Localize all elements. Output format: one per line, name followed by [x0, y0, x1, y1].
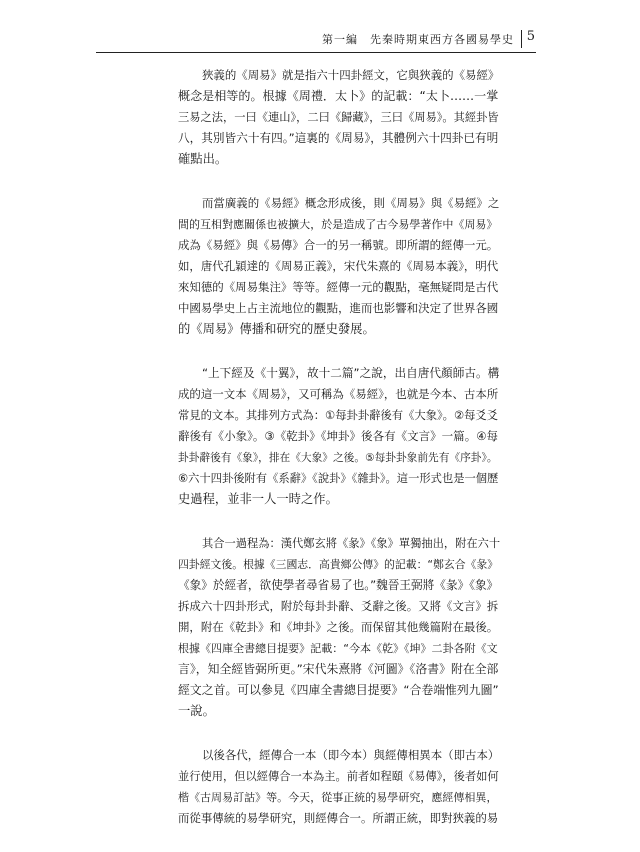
- text-line: 楷《古周易訂詁》等。今天，從事正統的易學研究，應經傳相異，: [178, 791, 498, 804]
- text-line: 而當廣義的《易經》概念形成後，則《周易》與《易經》之: [202, 196, 500, 210]
- text-line: 以後各代，經傳合一本（即今本）與經傳相異本（即古本）: [202, 748, 500, 762]
- paragraph-3: [178, 363, 500, 510]
- text-line: 拆成六十四卦形式，附於每卦卦辭、爻辭之後。又將《文言》拆: [178, 599, 499, 613]
- text-line: 開，附在《乾卦》和《坤卦》之後。而保留其他幾篇附在最後。: [178, 620, 499, 634]
- text-line: ⑥六十四卦後附有《系辭》《說卦》《雜卦》。這一形式也是一個歷: [178, 472, 499, 485]
- paragraph-1: [178, 65, 500, 170]
- text-line: 來知德的《周易集注》等等。經傳一元的觀點，毫無疑問是古代: [178, 280, 499, 294]
- text-line: 一說。: [178, 704, 215, 718]
- text-line: 確點出。: [178, 152, 228, 166]
- body-text: [178, 65, 500, 852]
- text-line: 的《周易》傳播和研究的歷史發展。: [178, 322, 375, 336]
- text-line: 並行使用，但以經傳合一本為主。前者如程頤《易傳》，後者如何: [178, 770, 499, 783]
- text-line: 八，其別皆六十有四。”這裏的《周易》，其體例六十四卦已有明: [178, 131, 499, 145]
- page-number: 5: [526, 29, 535, 44]
- text-line: 而從事傳統的易學研究，則經傳合一。所謂正統，即對狹義的易: [178, 811, 499, 825]
- text-line: 四卦經文後。根據《三國志．高貴鄉公傳》的記載：“鄭玄合《彖》: [178, 558, 499, 571]
- text-line: 根據《四庫全書總目提要》記載：“今本《乾》《坤》二卦各附《文: [178, 642, 498, 655]
- text-line: 卦卦辭後有《象》，排在《大象》之後。⑤每卦卦象前先有《序卦》。: [178, 451, 498, 464]
- text-line: 其合一過程為：漢代鄭玄將《彖》《象》單獨抽出，附在六十: [202, 537, 501, 550]
- header-divider: [521, 30, 522, 48]
- text-line: 間的互相對應關係也被擴大，於是造成了古今易學著作中《周易》: [178, 218, 498, 231]
- running-header: [96, 28, 536, 53]
- text-line: 經文之首。可以參見《四庫全書總目提要》“合卷端惟列九圖”: [178, 683, 499, 697]
- text-line: 三易之法，一曰《連山》，二曰《歸藏》，三曰《周易》。其經卦皆: [178, 111, 499, 124]
- text-line: 成的這一文本《周易》，又可稱為《易經》，也就是今本、古本所: [178, 387, 499, 401]
- text-line: “上下經及《十翼》，故十二篇”之說，出自唐代顏師古。構: [202, 366, 500, 380]
- text-line: 辭後有《小象》。③《乾卦》《坤卦》後各有《文言》一篇。④每: [178, 429, 499, 443]
- paragraph-2: [178, 193, 500, 340]
- header-title: 第一編 先秦時期東西方各國易學史: [322, 33, 514, 46]
- text-line: 史過程，並非一人一時之作。: [178, 492, 338, 506]
- paragraph-5: [178, 745, 500, 829]
- text-line: 言》，知全經皆弼所更。”宋代朱熹將《河圖》《洛書》附在全部: [178, 662, 499, 676]
- text-line: 中國易學史上占主流地位的觀點，進而也影響和決定了世界各國: [178, 301, 499, 315]
- text-line: 如，唐代孔穎達的《周易正義》，宋代朱熹的《周易本義》，明代: [178, 259, 499, 273]
- paragraph-4: [178, 533, 500, 722]
- text-line: 成為《易經》與《易傳》合一的另一稱號。即所謂的經傳一元。: [178, 238, 499, 252]
- text-line: 常見的文本。其排列方式為：①每卦卦辭後有《大象》。②每爻爻: [178, 408, 499, 422]
- text-line: 《象》於經者，欲使學者尋省易了也。”魏晉王弼將《彖》《象》: [178, 578, 499, 592]
- text-line: 狹義的《周易》就是指六十四卦經文，它與狹義的《易經》: [202, 68, 500, 82]
- text-line: 概念是相等的。根據《周禮．太卜》的記載：“太卜……一掌: [178, 89, 499, 103]
